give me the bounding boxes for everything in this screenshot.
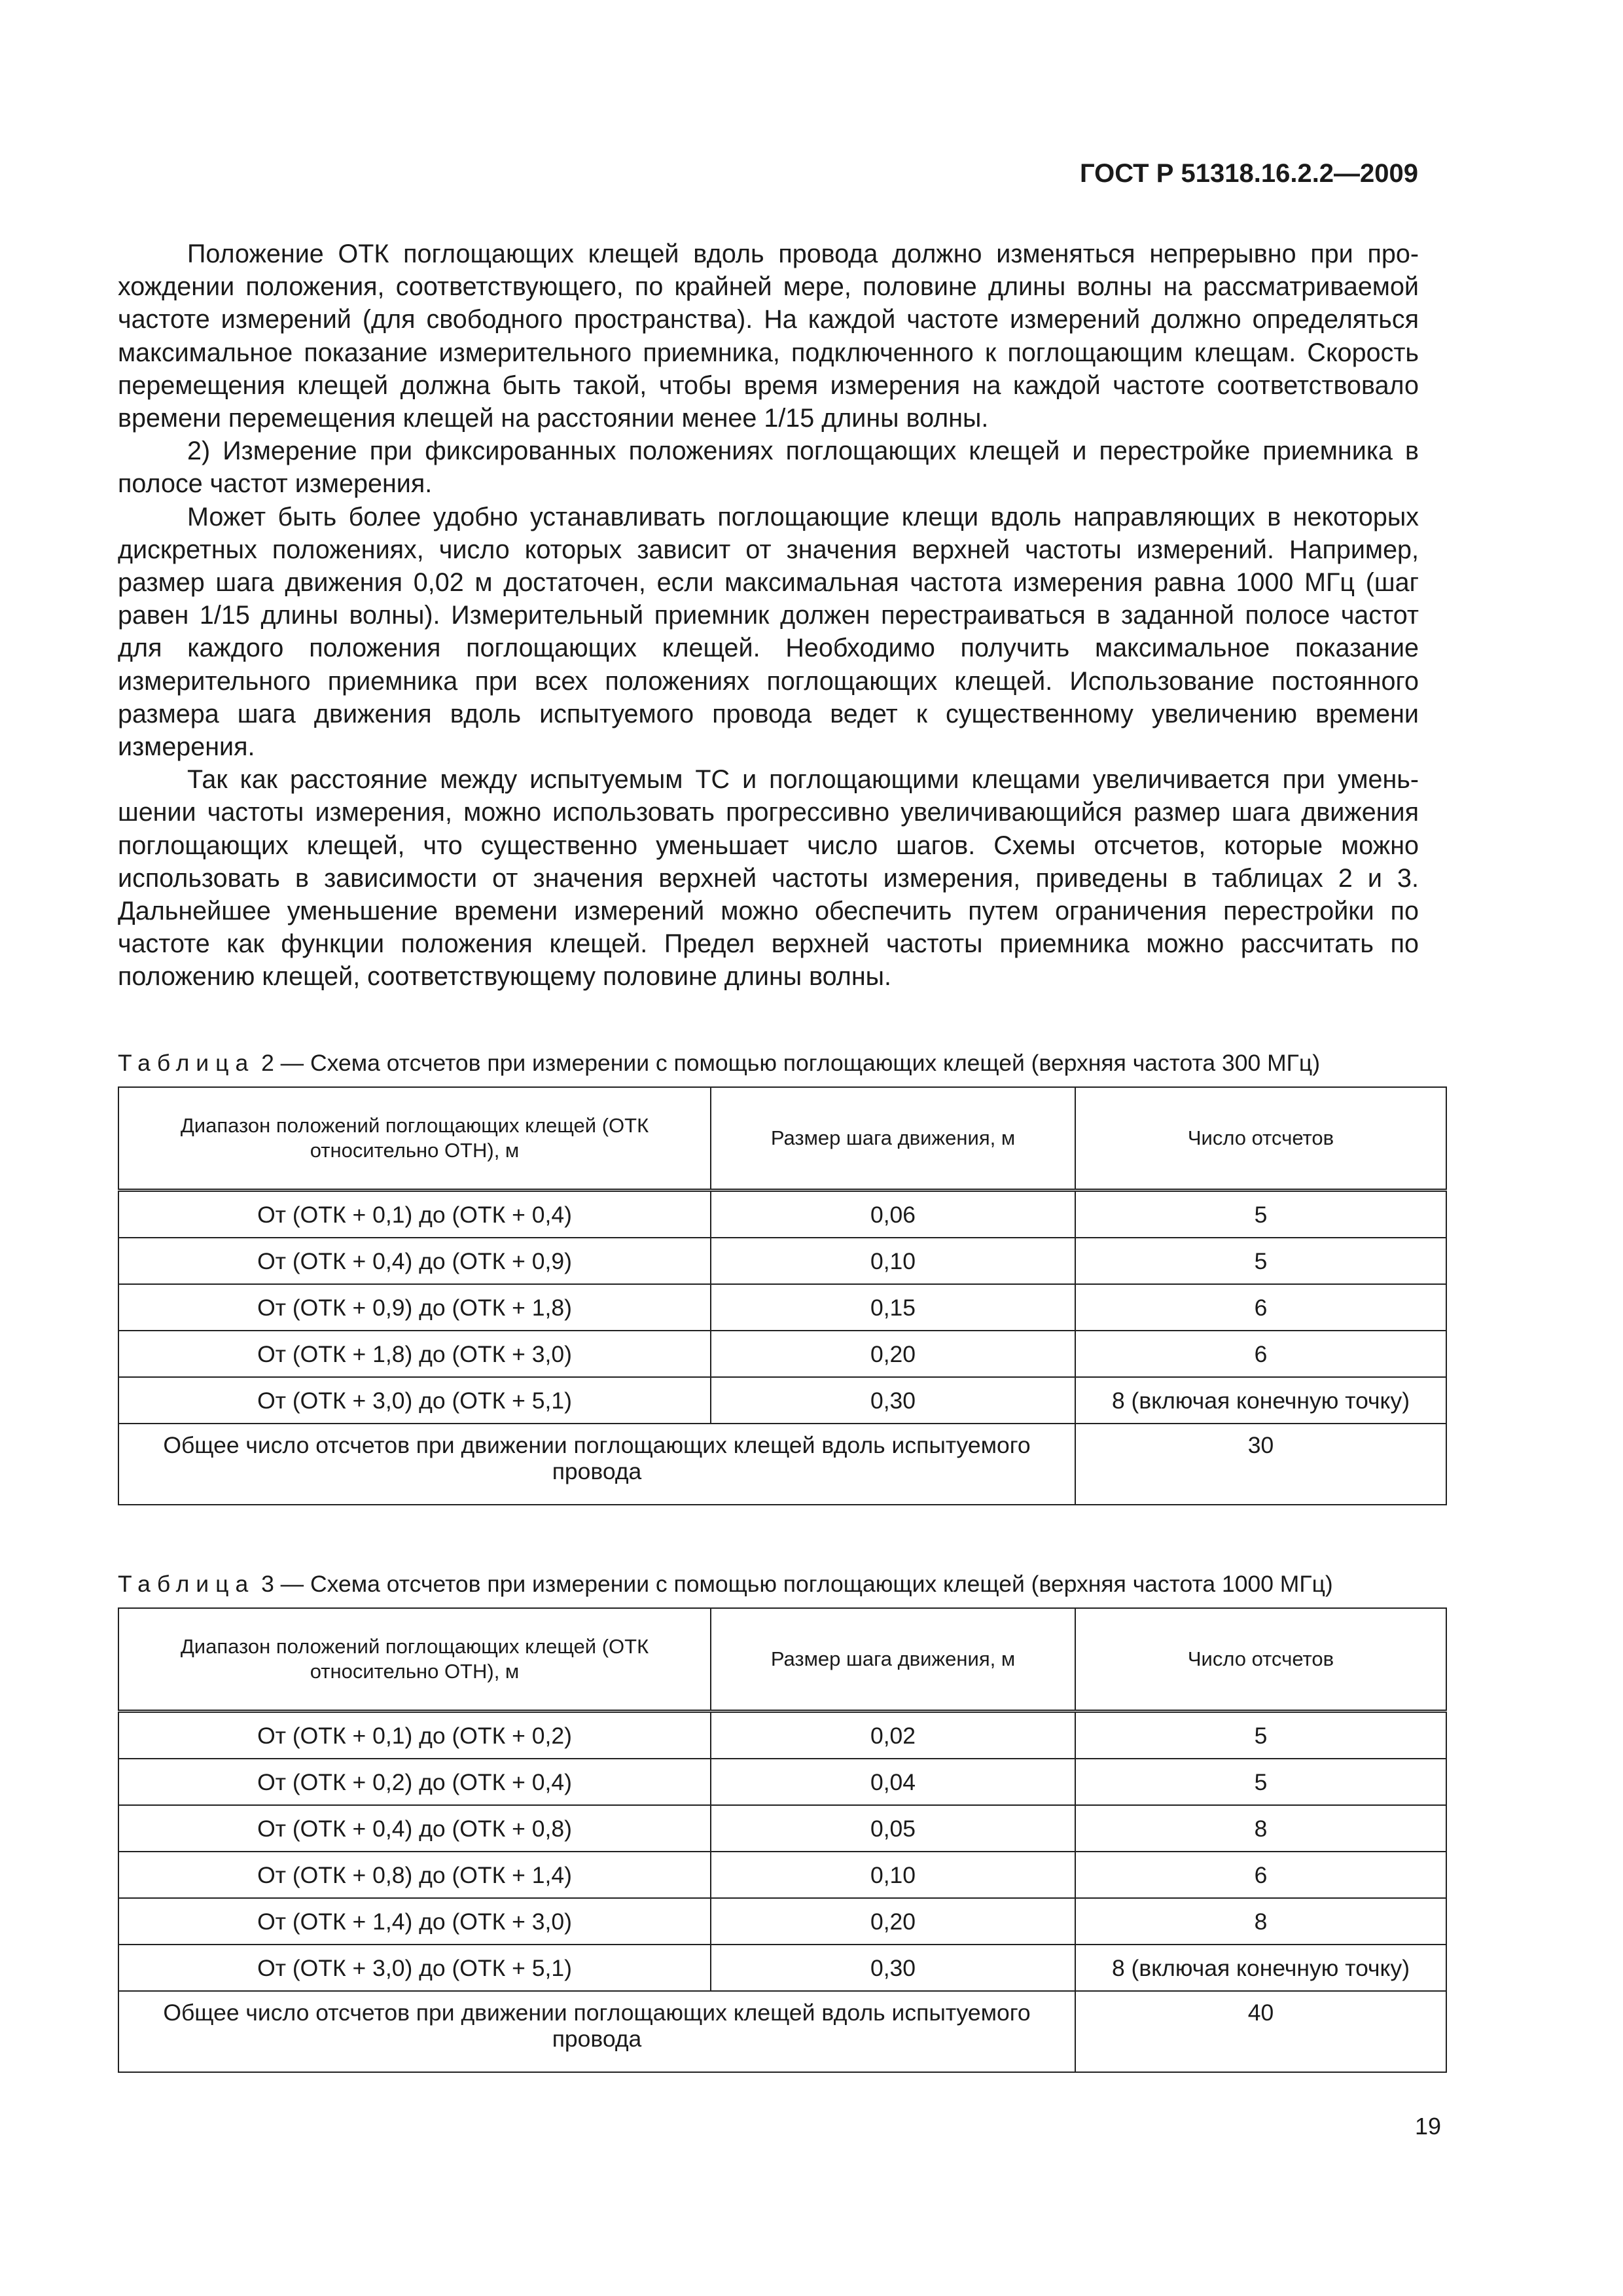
table-row [118, 1712, 1446, 1759]
total-label: Общее число отсчетов при движении поглощающих клещей вдоль испытуемого провода [118, 1424, 1075, 1505]
table-row [118, 1377, 1446, 1424]
table-cell: 0,15 [711, 1284, 1075, 1331]
table-header-row [118, 1608, 1446, 1712]
column-header: Размер шага движения, м [711, 1608, 1075, 1712]
table-cell: 0,30 [711, 1945, 1075, 1991]
table-total-row [118, 1991, 1446, 2072]
paragraph: Так как расстояние между испытуемым ТС и поглощающими клещами увеличивается при уменьшении частоты измерения, можно использовать прогрессивно увеличивающийся размер шага движения поглощающих клещей, что существенно уменьшает число шагов. Схемы отсчетов, которые можно использовать в зависимости от значения верхней частоты измерения, приведены в таблицах 2 и 3. Дальнейшее уменьшение времени измерений можно обеспечить путем ограничения перестройки по частоте как функции положения клещей. Предел верхней частоты приемника можно рассчитать по положению клещей, соответствующему половине длины волны. [118, 765, 1419, 992]
table-cell: От (ОТК + 1,8) до (ОТК + 3,0) [118, 1331, 711, 1377]
table-header-row [118, 1087, 1446, 1191]
table-row [118, 1284, 1446, 1331]
page-number: 19 [1415, 2113, 1442, 2140]
total-value: 40 [1075, 1991, 1446, 2072]
table-cell: От (ОТК + 0,1) до (ОТК + 0,4) [118, 1191, 711, 1238]
table-cell: 8 (включая конечную точку) [1075, 1945, 1446, 1991]
table-cell: 0,10 [711, 1852, 1075, 1898]
table-cell: 5 [1075, 1238, 1446, 1284]
table-cell: 0,04 [711, 1759, 1075, 1805]
column-header: Диапазон положений поглощающих клещей (ОТК относительно ОТН), м [118, 1608, 711, 1712]
table-cell: От (ОТК + 0,1) до (ОТК + 0,2) [118, 1712, 711, 1759]
table-cell: От (ОТК + 0,9) до (ОТК + 1,8) [118, 1284, 711, 1331]
column-header: Размер шага движения, м [711, 1087, 1075, 1191]
table-cell: От (ОТК + 0,8) до (ОТК + 1,4) [118, 1852, 711, 1898]
table-cell: 0,10 [711, 1238, 1075, 1284]
table-cell: От (ОТК + 3,0) до (ОТК + 5,1) [118, 1945, 711, 1991]
table-cell: 0,20 [711, 1331, 1075, 1377]
paragraph: Может быть более удобно устанавливать поглощающие клещи вдоль направляющих в некоторых дискретных положениях, число которых зависит от значения верхней частоты измерений. Например, размер шага движения 0,02 м достаточен, если максимальная частота измерения равна 1000 МГц (шаг равен 1/15 длины волны). Измерительный приемник должен перестраиваться в заданной полосе частот для каждого положения поглощающих клещей. Необходимо получить максимальное показание измерительного приемника при всех положениях поглощающих клещей. Использование постоянного размера шага движения вдоль испытуемого провода ведет к существенному увеличению времени измерения. [118, 502, 1419, 762]
table-cell: От (ОТК + 0,2) до (ОТК + 0,4) [118, 1759, 711, 1805]
column-header: Диапазон положений поглощающих клещей (ОТК относительно ОТН), м [118, 1087, 711, 1191]
table-cell: 0,20 [711, 1898, 1075, 1945]
table-cell: 0,02 [711, 1712, 1075, 1759]
table-row [118, 1945, 1446, 1991]
table-total-row [118, 1424, 1446, 1505]
table2 [118, 1086, 1447, 1505]
table-cell: 6 [1075, 1331, 1446, 1377]
total-label: Общее число отсчетов при движении поглощающих клещей вдоль испытуемого провода [118, 1991, 1075, 2072]
table-cell: 6 [1075, 1284, 1446, 1331]
table-cell: От (ОТК + 0,4) до (ОТК + 0,8) [118, 1805, 711, 1852]
total-value: 30 [1075, 1424, 1446, 1505]
table-cell: 6 [1075, 1852, 1446, 1898]
table-row [118, 1805, 1446, 1852]
column-header: Число отсчетов [1075, 1608, 1446, 1712]
table3-caption-text: 3 — Схема отсчетов при измерении с помощью поглощающих клещей (верхняя частота 1000 МГц) [261, 1571, 1333, 1597]
table-cell: 8 [1075, 1898, 1446, 1945]
table3-caption [118, 1571, 1333, 1598]
table-cell: 8 (включая конечную точку) [1075, 1377, 1446, 1424]
table3-caption-label: Таблица [118, 1571, 255, 1597]
table-cell: 8 [1075, 1805, 1446, 1852]
table-cell: 5 [1075, 1712, 1446, 1759]
paragraph: Положение ОТК поглощающих клещей вдоль провода должно изменяться непрерывно при прохождении положения, соответствующего, по крайней мере, половине длины волны на рассматриваемой частоте измерений (для свободного пространства). На каждой частоте измерений должно определяться максимальное показание измерительного приемника, подключенного к поглощающим клещам. Скорость перемещения клещей должна быть такой, чтобы время измерения на каждой частоте соответствовало времени перемещения клещей на расстоянии менее 1/15 длины волны. [118, 240, 1419, 433]
table-row [118, 1852, 1446, 1898]
column-header: Число отсчетов [1075, 1087, 1446, 1191]
table-row [118, 1898, 1446, 1945]
table-cell: От (ОТК + 0,4) до (ОТК + 0,9) [118, 1238, 711, 1284]
table-cell: 5 [1075, 1759, 1446, 1805]
table-cell: 0,05 [711, 1805, 1075, 1852]
table-row [118, 1238, 1446, 1284]
body-text [118, 238, 1419, 994]
table-cell: 0,30 [711, 1377, 1075, 1424]
table-cell: От (ОТК + 1,4) до (ОТК + 3,0) [118, 1898, 711, 1945]
table3 [118, 1607, 1447, 2073]
table-row [118, 1759, 1446, 1805]
document-header: ГОСТ Р 51318.16.2.2—2009 [1080, 159, 1419, 188]
table2-caption [118, 1050, 1320, 1077]
table2-caption-text: 2 — Схема отсчетов при измерении с помощью поглощающих клещей (верхняя частота 300 МГц) [261, 1050, 1321, 1076]
paragraph: 2) Измерение при фиксированных положениях поглощающих клещей и перестройке приемника в полосе частот измерения. [118, 437, 1419, 499]
table-cell: 5 [1075, 1191, 1446, 1238]
table-cell: 0,06 [711, 1191, 1075, 1238]
table-cell: От (ОТК + 3,0) до (ОТК + 5,1) [118, 1377, 711, 1424]
table2-caption-label: Таблица [118, 1050, 255, 1076]
table-row [118, 1191, 1446, 1238]
table-row [118, 1331, 1446, 1377]
